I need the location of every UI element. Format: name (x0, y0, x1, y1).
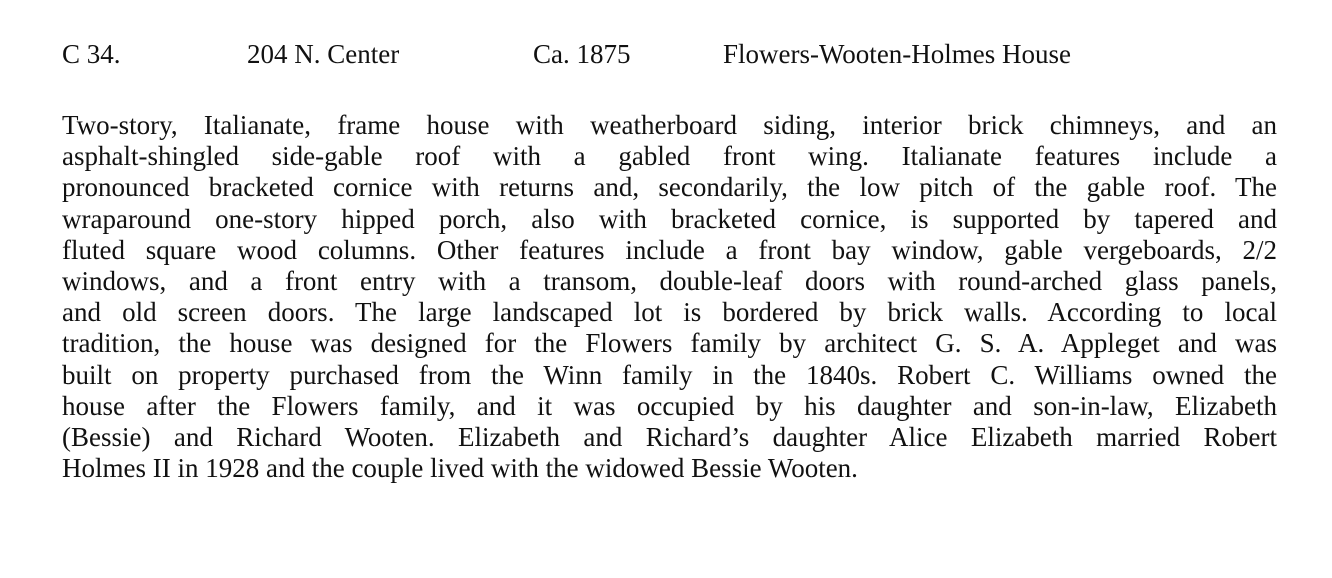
description-line: Holmes II in 1928 and the couple lived with the widowed Bessie Wooten. (62, 453, 858, 484)
description-line: tradition, the house was designed for the Flowers family by architect G. S. A. Appleget and was (62, 328, 1277, 359)
description-line: (Bessie) and Richard Wooten. Elizabeth and Richard’s daughter Alice Elizabeth married Robert (62, 421, 1277, 452)
description-line: built on property purchased from the Winn family in the 1840s. Robert C. Williams owned the (62, 359, 1277, 390)
entry-description (62, 110, 1277, 484)
description-line: asphalt-shingled side-gable roof with a gabled front wing. Italianate features include a (62, 141, 1277, 172)
entry-name: Flowers-Wooten-Holmes House (723, 39, 1072, 69)
description-line: windows, and a front entry with a transom, double-leaf doors with round-arched glass panels, (62, 265, 1277, 296)
description-line: Two-story, Italianate, frame house with weatherboard siding, interior brick chimneys, and an (62, 110, 1277, 140)
entry-header (0, 36, 1332, 72)
description-line: fluted square wood columns. Other features include a front bay window, gable vergeboards, 2/2 (62, 234, 1277, 265)
entry-number: C 34. (62, 39, 121, 69)
entry-address: 204 N. Center (247, 39, 400, 69)
entry-date: Ca. 1875 (533, 39, 631, 69)
description-line: wraparound one-story hipped porch, also with bracketed cornice, is supported by tapered and (62, 203, 1277, 234)
description-line: and old screen doors. The large landscaped lot is bordered by brick walls. According to local (62, 297, 1277, 328)
description-line: house after the Flowers family, and it was occupied by his daughter and son-in-law, Elizabeth (62, 390, 1277, 421)
description-line: pronounced bracketed cornice with returns and, secondarily, the low pitch of the gable roof. The (62, 172, 1277, 203)
